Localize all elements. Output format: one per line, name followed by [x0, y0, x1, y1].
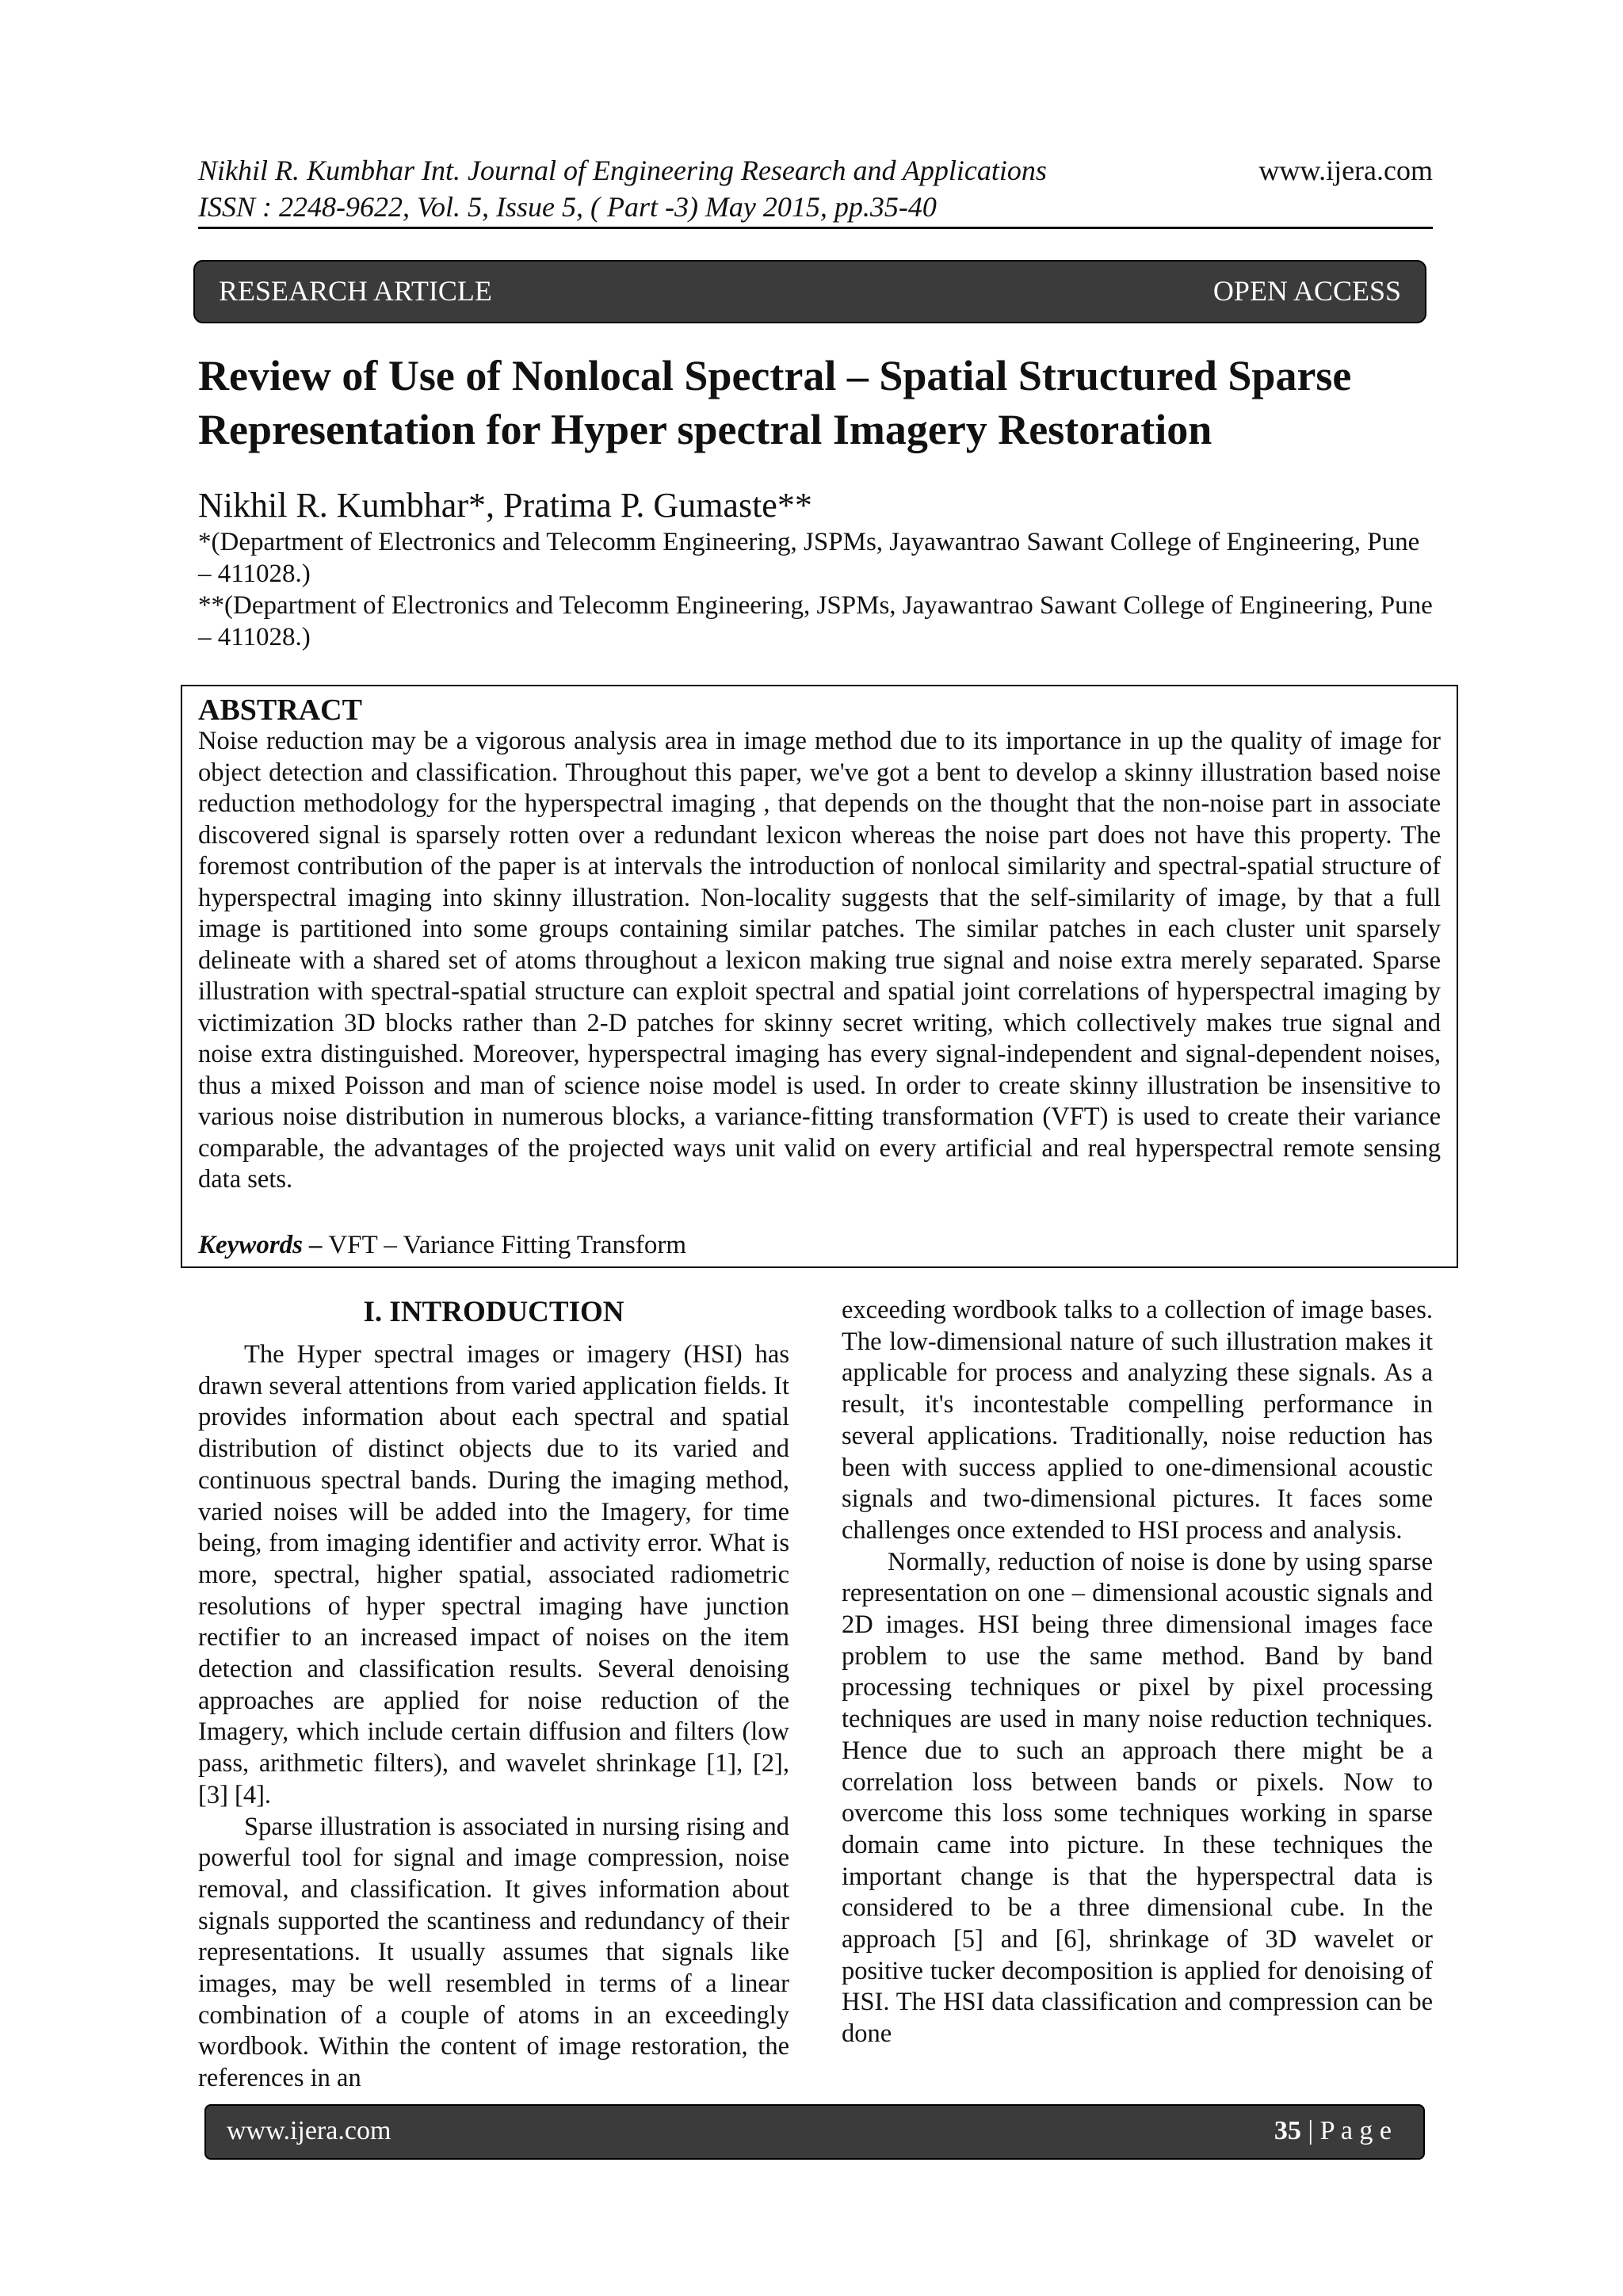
footer-website-link[interactable]: www.ijera.com — [227, 2116, 391, 2145]
keywords-text: VFT – Variance Fitting Transform — [322, 1231, 687, 1259]
header-website-link[interactable]: www.ijera.com — [1258, 155, 1433, 186]
authors: Nikhil R. Kumbhar*, Pratima P. Gumaste** — [198, 486, 812, 525]
title-line-1: Review of Use of Nonlocal Spectral – Spatial Structured Sparse — [198, 352, 1352, 399]
left-column — [198, 1339, 789, 2095]
running-header — [198, 152, 1212, 225]
paper-title — [198, 349, 1433, 457]
paragraph: The Hyper spectral images or imagery (HSI) has drawn several attentions from varied application fields. It provides information about each spectral and spatial distribution of distinct objects due to its varied and continuous spectral bands. During the imaging method, varied noises will be added into the Imagery, for time being, from imaging identifier and activity error. What is more, spectral, higher spatial, associated radiometric resolutions of hyper spectral imaging have junction rectifier to an increased impact of noises on the item detection and classification results. Several denoising approaches are applied for noise reduction of the Imagery, which include certain diffusion and filters (low pass, arithmetic filters), and wavelet shrinkage [1], [2], [3] [4]. — [198, 1340, 789, 1809]
abstract-heading: ABSTRACT — [198, 693, 362, 727]
paragraph: exceeding wordbook talks to a collection of image bases. The low-dimensional nature of such illustration makes it applicable for process and analyzing these signals. As a result, it's incontestable compelling performance in several applications. Traditionally, noise reduction has been with success applied to one-dimensional acoustic signals and two-dimensional pictures. It faces some challenges once extended to HSI process and analysis. — [842, 1296, 1433, 1545]
affiliations — [198, 526, 1433, 653]
journal-line: Nikhil R. Kumbhar Int. Journal of Engineering Research and Applications — [198, 155, 1047, 186]
right-column — [842, 1295, 1433, 2050]
header-rule — [198, 227, 1433, 229]
keywords — [198, 1228, 686, 1262]
keywords-label: Keywords – — [198, 1231, 323, 1259]
abstract-text: Noise reduction may be a vigorous analysis area in image method due to its importance in up the quality of image for object detection and classification. Throughout this paper, we've got a bent to develop a skinny illustration based noise reduction methodology for the hyperspectral imaging , that depends on the thought that the non-noise part in associate discovered signal is sparsely rotten over a redundant lexicon whereas the noise part does not have this property. The foremost contribution of the paper is at intervals the introduction of nonlocal similarity and spectral-spatial structure of hyperspectral imaging into skinny illustration. Non-locality suggests that the self-similarity of image, by that a full image is partitioned into some groups containing similar patches. The similar patches in each cluster unit sparsely delineate with a shared set of atoms throughout a lexicon making true signal and noise extra merely separated. Sparse illustration with spectral-spatial structure can exploit spectral and spatial joint correlations of hyperspectral imaging by victimization 3D blocks rather than 2-D patches for skinny secret writing, which collectively makes true signal and noise extra distinguished. Moreover, hyperspectral imaging has every signal-independent and signal-dependent noises, thus a mixed Poisson and man of science noise model is used. In order to create skinny illustration be insensitive to various noise distribution in numerous blocks, a variance-fitting transformation (VFT) is used to create their variance comparable, the advantages of the projected ways unit valid on every artificial and real hyperspectral remote sensing data sets. — [198, 727, 1441, 1194]
page-label: | P a g e — [1300, 2116, 1392, 2145]
affiliation-1: *(Department of Electronics and Telecomm Engineering, JSPMs, Jayawantrao Sawant College of Engineering, Pune – 411028.) — [198, 528, 1420, 588]
affiliation-2: **(Department of Electronics and Telecomm Engineering, JSPMs, Jayawantrao Sawant College of Engineering, Pune – 411028.) — [198, 591, 1433, 651]
page-number — [1274, 2116, 1392, 2146]
section-heading-introduction: I. INTRODUCTION — [363, 1296, 624, 1328]
issn-line: ISSN : 2248-9622, Vol. 5, Issue 5, ( Part -3) May 2015, pp.35-40 — [198, 191, 937, 223]
open-access-label: OPEN ACCESS — [1212, 275, 1401, 307]
research-article-label: RESEARCH ARTICLE — [219, 275, 492, 307]
paragraph: Normally, reduction of noise is done by using sparse representation on one – dimensional acoustic signals and 2D images. HSI being three dimensional images face problem to use the same method. Band by band processing techniques or pixel by pixel processing techniques are used in many noise reduction techniques. Hence due to such an approach there might be a correlation loss between bands or pixels. Now to overcome this loss some techniques working in sparse domain came into picture. In these techniques the important change is that the hyperspectral data is considered to be a three dimensional cube. In the approach [5] and [6], shrinkage of 3D wavelet or positive tucker decomposition is applied for denoising of HSI. The HSI data classification and compression can be done — [842, 1547, 1433, 2049]
paragraph: Sparse illustration is associated in nursing rising and powerful tool for signal and image compression, noise removal, and classification. It gives information about signals supported the scantiness and redundancy of their representations. It usually assumes that signals like images, may be well resembled in terms of a linear combination of a couple of atoms in an exceedingly wordbook. Within the content of image restoration, the references in an — [198, 1812, 789, 2093]
page-footer — [204, 2104, 1425, 2160]
article-type-banner — [193, 260, 1426, 323]
title-line-2: Representation for Hyper spectral Imagery Restoration — [198, 406, 1212, 453]
page-number-value: 35 — [1274, 2116, 1301, 2145]
